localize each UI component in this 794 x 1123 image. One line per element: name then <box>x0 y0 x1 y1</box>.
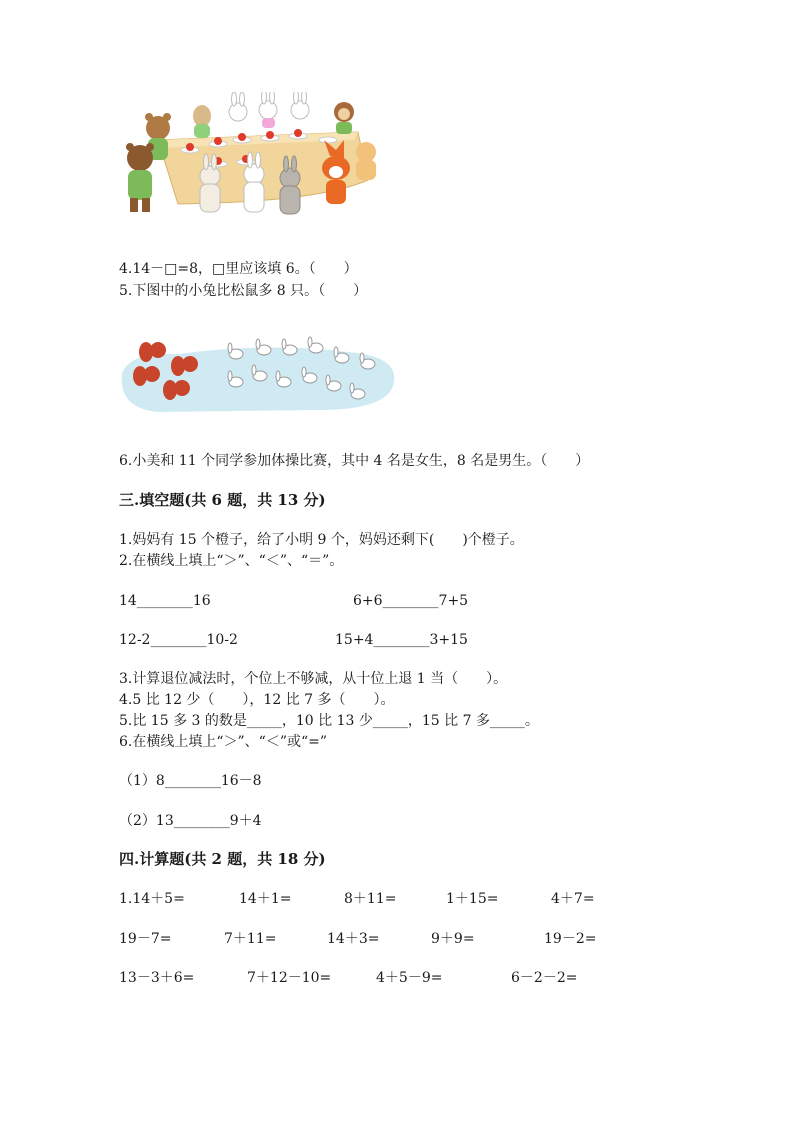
calc-item: 7＋12－10= <box>247 970 332 986</box>
fill-question-3: 3.计算退位减法时，个位上不够减，从十位上退 1 当（ ）。 <box>119 671 508 687</box>
calc-item: 9＋9= <box>431 931 475 947</box>
squirrels-rabbits-illustration <box>118 334 398 414</box>
tf-question-4: 4.14－□=8，□里应该填 6。（ ） <box>119 261 358 277</box>
calc-item: 19－7= <box>119 931 172 947</box>
section-heading-calc: 四.计算题(共 2 题，共 18 分) <box>119 850 326 868</box>
tf-question-6: 6.小美和 11 个同学参加体操比赛，其中 4 名是女生，8 名是男生。（ ） <box>119 453 590 469</box>
section-heading-fill: 三.填空题(共 6 题，共 13 分) <box>119 491 326 509</box>
fill-question-5: 5.比 15 多 3 的数是_____，10 比 13 少_____，15 比 7 多_____。 <box>119 713 539 729</box>
compare-item: 15+4________3+15 <box>335 632 468 648</box>
compare-item: 12-2________10-2 <box>119 632 238 648</box>
fill-subitem-1: （1）8________16－8 <box>119 773 262 789</box>
calc-item: 19－2= <box>544 931 597 947</box>
calc-item: 7＋11= <box>224 931 277 947</box>
calc-item: 14＋3= <box>327 931 380 947</box>
calc-item: 1＋15= <box>446 891 499 907</box>
fill-question-4: 4.5 比 12 少（ ），12 比 7 多（ ）。 <box>119 692 395 708</box>
calc-item: 8＋11= <box>344 891 397 907</box>
compare-item: 14________16 <box>119 593 211 609</box>
calc-item: 14＋1= <box>239 891 292 907</box>
animals-table-illustration <box>118 92 386 220</box>
calc-item: 1.14＋5= <box>119 891 185 907</box>
calc-item: 4＋7= <box>551 891 595 907</box>
fill-question-6: 6.在横线上填上“＞”、“＜”或“=” <box>119 734 328 750</box>
calc-item: 13－3＋6= <box>119 970 195 986</box>
fill-question-1: 1.妈妈有 15 个橙子，给了小明 9 个，妈妈还剩下( )个橙子。 <box>119 532 524 548</box>
calc-item: 6－2－2= <box>511 970 578 986</box>
fill-subitem-2: （2）13________9＋4 <box>119 813 262 829</box>
compare-item: 6+6________7+5 <box>353 593 469 609</box>
fill-question-2: 2.在横线上填上“＞”、“＜”、“＝”。 <box>119 553 344 569</box>
tf-question-5: 5.下图中的小兔比松鼠多 8 只。（ ） <box>119 283 368 299</box>
calc-item: 4＋5－9= <box>376 970 443 986</box>
